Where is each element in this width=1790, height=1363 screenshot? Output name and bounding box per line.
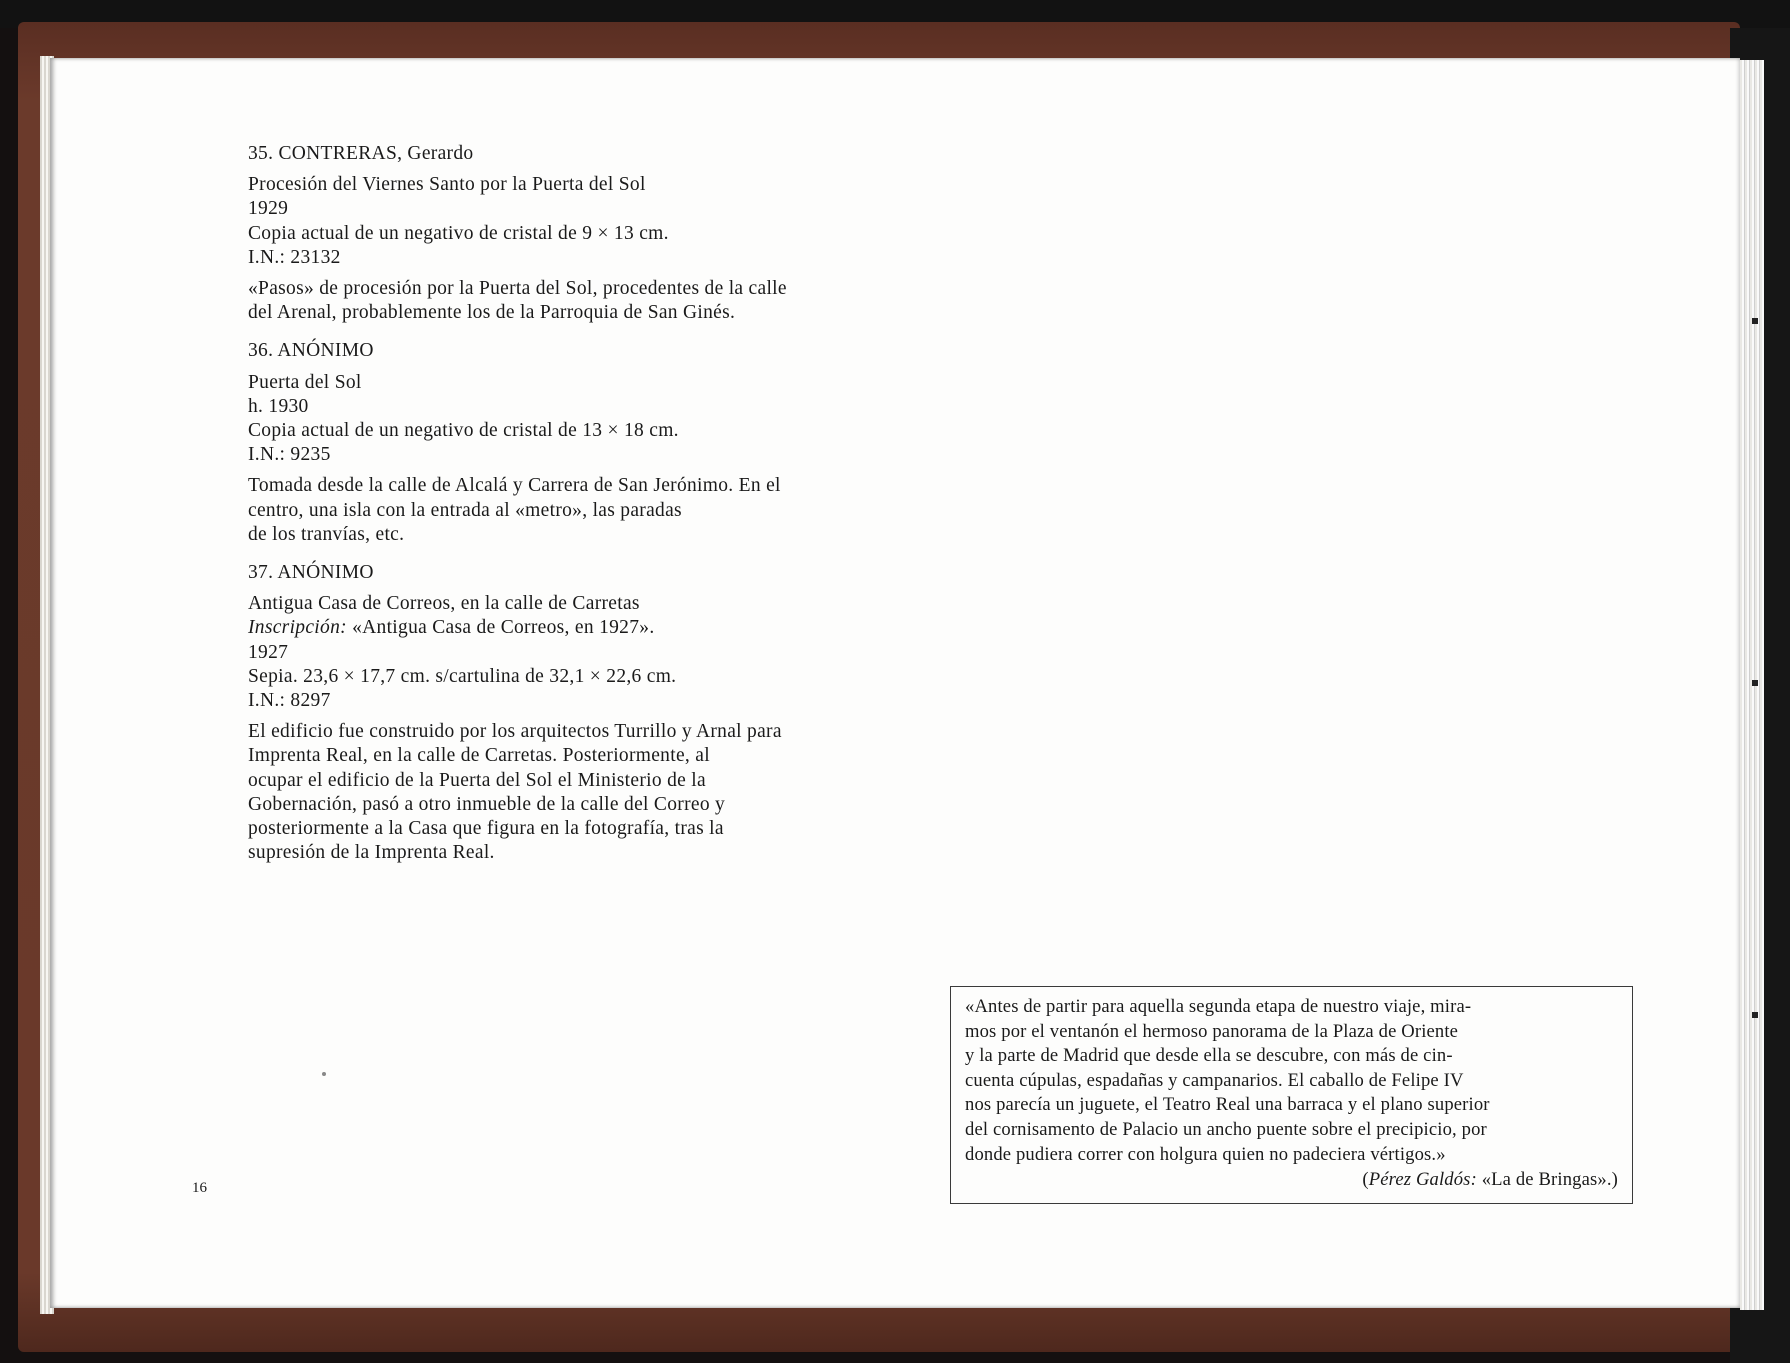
entry-description xyxy=(248,474,898,547)
paper-speck xyxy=(322,1072,326,1076)
quote-line: mos por el ventanón el hermoso panorama de la Plaza de Oriente xyxy=(965,1020,1459,1042)
entry-title: Antigua Casa de Correos, en la calle de Carretas xyxy=(248,593,640,615)
entry-inventory: I.N.: 9235 xyxy=(248,444,331,466)
catalog-entries xyxy=(248,142,898,879)
catalog-entry xyxy=(248,142,898,325)
description-line: Gobernación, pasó a otro inmueble de la calle del Correo y xyxy=(248,793,726,815)
quote-box xyxy=(950,986,1633,1204)
entry-inventory: I.N.: 23132 xyxy=(248,246,341,268)
inscription-label: Inscripción: xyxy=(248,617,347,639)
description-line: «Pasos» de procesión por la Puerta del Sol, procedentes de la calle xyxy=(248,278,787,300)
entry-inscription xyxy=(248,616,898,640)
catalog-entry xyxy=(248,339,898,547)
edge-mark xyxy=(1752,680,1758,686)
description-line: ocupar el edificio de la Puerta del Sol el Ministerio de la xyxy=(248,769,706,791)
description-line: de los tranvías, etc. xyxy=(248,523,405,545)
quote-source xyxy=(965,1168,1618,1193)
entry-number-author: 36. ANÓNIMO xyxy=(248,340,374,362)
entry-number-author: 37. ANÓNIMO xyxy=(248,562,374,584)
catalog-entry xyxy=(248,561,898,865)
source-author: Pérez Galdós: xyxy=(1368,1169,1477,1191)
quote-line: y la parte de Madrid que desde ella se descubre, con más de cin- xyxy=(965,1045,1453,1067)
description-line: Imprenta Real, en la calle de Carretas. Posteriormente, al xyxy=(248,745,710,767)
description-line: del Arenal, probablemente los de la Parroquia de San Ginés. xyxy=(248,302,736,324)
inscription-text: «Antigua Casa de Correos, en 1927». xyxy=(346,617,655,639)
entry-medium: Copia actual de un negativo de cristal de 9 × 13 cm. xyxy=(248,222,669,244)
description-line: supresión de la Imprenta Real. xyxy=(248,842,495,864)
quote-line: nos parecía un juguete, el Teatro Real una barraca y el plano superior xyxy=(965,1094,1490,1116)
entry-number-author: 35. CONTRERAS, Gerardo xyxy=(248,143,474,164)
page-number: 16 xyxy=(192,1180,207,1196)
entry-description xyxy=(248,720,898,865)
description-line: El edificio fue construido por los arquitectos Turrillo y Arnal para xyxy=(248,721,782,743)
edge-mark xyxy=(1752,1012,1758,1018)
quote-line: «Antes de partir para aquella segunda etapa de nuestro viaje, mira- xyxy=(965,996,1472,1017)
entry-title: Puerta del Sol xyxy=(248,371,362,393)
source-open-paren: ( xyxy=(1362,1169,1369,1191)
entry-date: 1929 xyxy=(248,198,289,220)
description-line: Tomada desde la calle de Alcalá y Carrera de San Jerónimo. En el xyxy=(248,475,781,497)
entry-date: 1927 xyxy=(248,641,289,663)
quote-line: donde pudiera correr con holgura quien no padeciera vértigos.» xyxy=(965,1143,1446,1165)
entry-date: h. 1930 xyxy=(248,395,309,417)
edge-mark xyxy=(1752,318,1758,324)
source-work: «La de Bringas».) xyxy=(1476,1169,1618,1191)
description-line: posteriormente a la Casa que figura en la fotografía, tras la xyxy=(248,818,724,840)
quote-line: del cornisamento de Palacio un ancho puente sobre el precipicio, por xyxy=(965,1118,1487,1140)
quote-line: cuenta cúpulas, espadañas y campanarios. El caballo de Felipe IV xyxy=(965,1069,1464,1091)
entry-medium: Copia actual de un negativo de cristal de 13 × 18 cm. xyxy=(248,420,679,442)
entry-title: Procesión del Viernes Santo por la Puerta del Sol xyxy=(248,174,646,196)
entry-description xyxy=(248,277,898,325)
entry-inventory: I.N.: 8297 xyxy=(248,690,331,712)
entry-medium: Sepia. 23,6 × 17,7 cm. s/cartulina de 32,1 × 22,6 cm. xyxy=(248,665,677,687)
description-line: centro, una isla con la entrada al «metro», las paradas xyxy=(248,499,682,521)
